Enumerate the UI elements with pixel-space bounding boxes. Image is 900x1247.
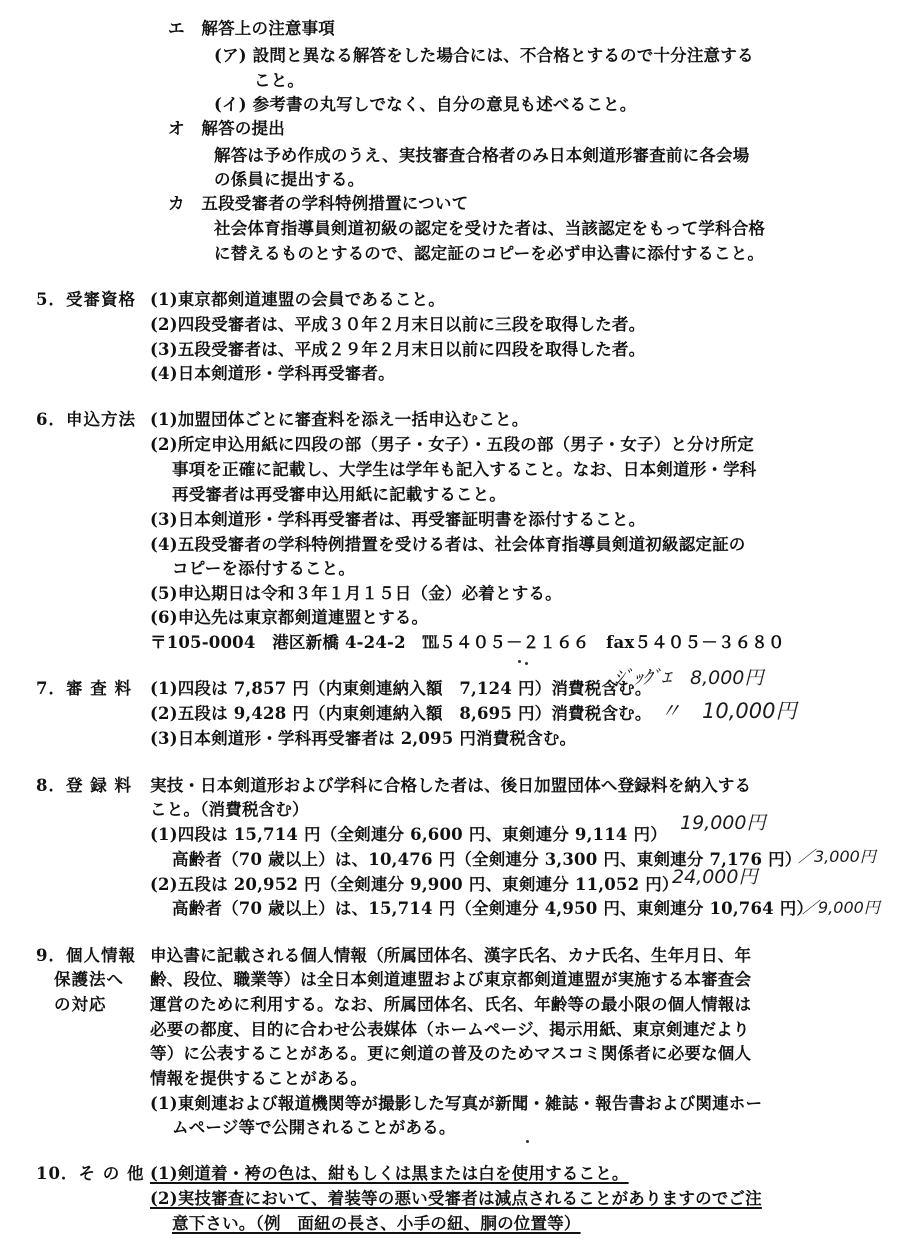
section-5-title: 5．受審資格 bbox=[36, 290, 136, 309]
section-6-line: 再受審者は再受審申込用紙に記載すること。 bbox=[172, 485, 506, 504]
section-10-line: (2)実技審査において、着装等の悪い受審者は減点されることがありますのでご注 bbox=[150, 1189, 762, 1208]
handwritten-note: ／9,000円 bbox=[802, 898, 880, 917]
scan-speck bbox=[525, 662, 528, 665]
section-7-line: (2)五段は 9,428 円（内東剣連納入額 8,695 円）消費税含む。 bbox=[150, 704, 652, 723]
section-7-line: (1)四段は 7,857 円（内東剣連納入額 7,124 円）消費税含む。 bbox=[150, 679, 652, 698]
section-6-line: (3)日本剣道形・学科再受審者は、再受審証明書を添付すること。 bbox=[150, 510, 646, 529]
section-o-line1: 解答は予め作成のうえ、実技審査合格者のみ日本剣道形審査前に各会場 bbox=[214, 146, 750, 165]
section-6-line: (5)申込期日は令和３年１月１５日（金）必着とする。 bbox=[150, 584, 562, 603]
scan-speck bbox=[518, 660, 521, 663]
section-5-item: (1)東京都剣道連盟の会員であること。 bbox=[150, 290, 445, 309]
section-6-line: (6)申込先は東京都剣道連盟とする。 bbox=[150, 608, 429, 627]
section-8-line: こと。（消費税含む） bbox=[150, 800, 309, 819]
section-e-heading: エ 解答上の注意事項 bbox=[168, 19, 335, 38]
section-9-title: 保護法へ bbox=[54, 970, 124, 989]
handwritten-note: 19,000円 bbox=[680, 812, 766, 834]
section-6-title: 6．申込方法 bbox=[36, 410, 136, 429]
section-9-line: 齢、段位、職業等）は全日本剣道連盟および東京都剣道連盟が実施する本審査会 bbox=[150, 970, 752, 989]
section-9-line: (1)東剣連および報道機関等が撮影した写真が新聞・雑誌・報告書および関連ホー bbox=[150, 1094, 763, 1113]
section-9-line: 申込書に記載される個人情報（所属団体名、漢字氏名、カナ氏名、生年月日、年 bbox=[150, 946, 752, 965]
section-8-line: 実技・日本剣道形および学科に合格した者は、後日加盟団体へ登録料を納入する bbox=[150, 776, 752, 795]
section-9-line: ムページ等で公開されることがある。 bbox=[172, 1118, 456, 1137]
section-9-line: 運営のために利用する。なお、所属団体名、氏名、年齢等の最小限の個人情報は bbox=[150, 995, 752, 1014]
handwritten-note: 〃 10,000円 bbox=[660, 699, 797, 723]
section-9-title: の対応 bbox=[54, 995, 107, 1014]
handwritten-note: 24,000円 bbox=[672, 866, 758, 888]
section-e-item-a-line2: こと。 bbox=[254, 71, 305, 90]
section-6-line: コピーを添付すること。 bbox=[172, 559, 356, 578]
section-9-title: 9．個人情報 bbox=[36, 946, 136, 965]
section-ka-line2: に替えるものとするので、認定証のコピーを必ず申込書に添付すること。 bbox=[214, 244, 765, 263]
section-10-line: (1)剣道着・袴の色は、紺もしくは黒または白を使用すること。 bbox=[150, 1164, 629, 1183]
section-10-title: 10．そ の 他 bbox=[36, 1164, 145, 1183]
section-5-item: (2)四段受審者は、平成３０年２月末日以前に三段を取得した者。 bbox=[150, 315, 646, 334]
section-o-heading: オ 解答の提出 bbox=[168, 119, 285, 138]
handwritten-note: ／3,000円 bbox=[798, 847, 876, 866]
section-ka-line1: 社会体育指導員剣道初級の認定を受けた者は、当該認定をもって学科合格 bbox=[214, 219, 766, 238]
section-6-line: (4)五段受審者の学科特例措置を受ける者は、社会体育指導員剣道初級認定証の bbox=[150, 535, 746, 554]
section-9-line: 情報を提供することがある。 bbox=[150, 1069, 368, 1088]
section-7-line: (3)日本剣道形・学科再受審者は 2,095 円消費税含む。 bbox=[150, 729, 577, 748]
section-6-line: (1)加盟団体ごとに審査料を添え一括申込むこと。 bbox=[150, 410, 529, 429]
section-6-line: (2)所定申込用紙に四段の部（男子・女子）・五段の部（男子・女子）と分け所定 bbox=[150, 435, 754, 454]
section-9-line: 等）に公表することがある。更に剣道の普及のためマスコミ関係者に必要な個人 bbox=[150, 1044, 752, 1063]
section-6-address: 〒105-0004 港区新橋 4-24-2 ℡５４０５－２１６６ fax５４０５－３６８０ bbox=[150, 633, 785, 652]
section-7-title: 7．審 査 料 bbox=[36, 679, 132, 698]
section-8-line: (1)四段は 15,714 円（全剣連分 6,600 円、東剣連分 9,114 円） bbox=[150, 825, 667, 844]
handwritten-note: ｼﾞｯｸﾞｴ 8,000円 bbox=[614, 667, 764, 689]
section-ka-heading: カ 五段受審者の学科特例措置について bbox=[168, 194, 469, 213]
section-e-item-a-line1: (ア) 設問と異なる解答をした場合には、不合格とするので十分注意する bbox=[214, 46, 754, 65]
section-5-item: (4)日本剣道形・学科再受審者。 bbox=[150, 364, 395, 383]
section-5-item: (3)五段受審者は、平成２９年２月末日以前に四段を取得した者。 bbox=[150, 340, 646, 359]
section-8-line: 高齢者（70 歳以上）は、15,714 円（全剣連分 4,950 円、東剣連分 10,764 円） bbox=[172, 899, 814, 918]
section-o-line2: の係員に提出する。 bbox=[214, 170, 365, 189]
section-8-line: (2)五段は 20,952 円（全剣連分 9,900 円、東剣連分 11,052 円） bbox=[150, 875, 679, 894]
section-8-title: 8．登 録 料 bbox=[36, 776, 132, 795]
section-6-line: 事項を正確に記載し、大学生は学年も記入すること。なお、日本剣道形・学科 bbox=[172, 460, 757, 479]
section-e-item-b: (イ) 参考書の丸写しでなく、自分の意見も述べること。 bbox=[214, 95, 637, 114]
section-10-line: 意下さい。（例 面紐の長さ、小手の紐、胴の位置等） bbox=[172, 1214, 581, 1233]
section-9-line: 必要の都度、目的に合わせ公表媒体（ホームページ、掲示用紙、東京剣連だより bbox=[150, 1020, 750, 1039]
section-8-line: 高齢者（70 歳以上）は、10,476 円（全剣連分 3,300 円、東剣連分 7,176 円） bbox=[172, 850, 802, 869]
scan-speck bbox=[526, 1140, 529, 1143]
